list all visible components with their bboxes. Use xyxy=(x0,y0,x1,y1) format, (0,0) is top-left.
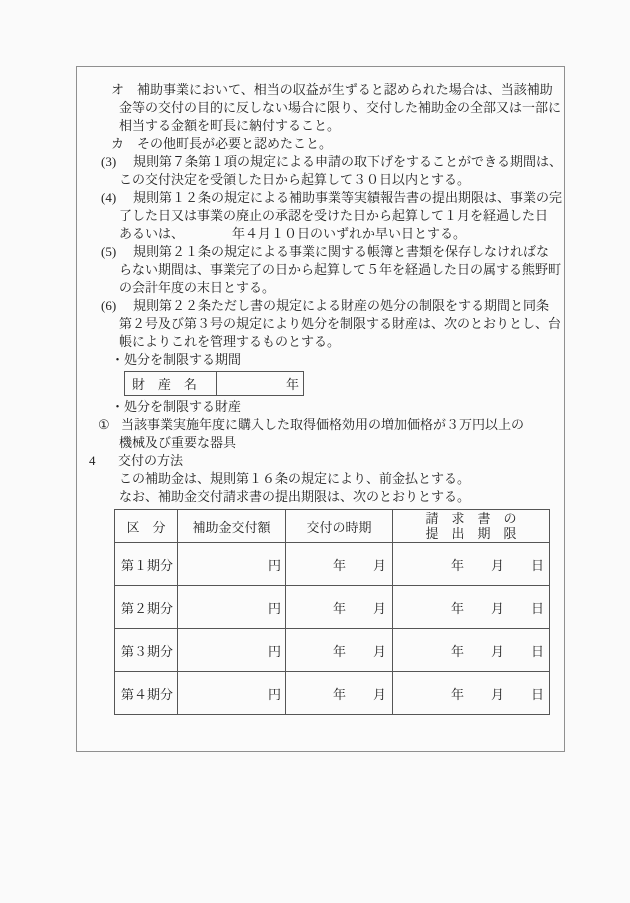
payment-schedule-table xyxy=(114,509,550,715)
text-segment: 了した日又は事業の廃止の承認を受けた日から起算して１月を経過した日 xyxy=(119,208,549,223)
header-invoice-deadline xyxy=(393,510,550,543)
date-unit-label: 年 xyxy=(332,686,346,702)
table-row xyxy=(115,672,550,715)
date-unit-label: 月 xyxy=(372,600,386,616)
text-line xyxy=(111,81,564,99)
date-unit-label: 日 xyxy=(530,557,544,573)
date-unit-label: 年 xyxy=(332,600,346,616)
list-marker: (3) xyxy=(101,154,117,169)
date-unit-label: 日 xyxy=(530,686,544,702)
category-cell: 第１期分 xyxy=(115,543,178,586)
date-unit-label: 年 xyxy=(450,686,464,702)
text-line xyxy=(111,398,564,416)
text-line xyxy=(119,434,564,452)
payment-timing-cell xyxy=(286,629,393,672)
property-restriction-period-table xyxy=(124,371,304,396)
timing-units xyxy=(286,641,392,660)
header-invoice-deadline-line1: 請 求 書 の xyxy=(425,511,517,526)
text-segment: この交付決定を受領した日から起算して３０日以内とする。 xyxy=(119,172,471,187)
text-line xyxy=(119,99,564,117)
date-unit-label: 年 xyxy=(332,557,346,573)
text-segment: 規則第１２条の規定による補助事業等実績報告書の提出期限は、事業の完 xyxy=(133,190,563,205)
property-name-cell: 財 産 名 xyxy=(125,372,217,396)
timing-units xyxy=(286,684,392,703)
blank-fill-space xyxy=(184,237,232,238)
document-page xyxy=(76,66,565,752)
text-line xyxy=(111,135,564,153)
timing-units xyxy=(286,598,392,617)
text-segment: 規則第７条第１項の規定による申請の取下げをすることができる期間は、 xyxy=(133,154,563,169)
table-header-row xyxy=(115,510,550,543)
text-segment: なお、補助金交付請求書の提出期限は、次のとおりとする。 xyxy=(119,489,471,504)
text-line xyxy=(119,171,564,189)
timing-units xyxy=(286,555,392,574)
invoice-deadline-cell xyxy=(393,586,550,629)
body-text-block-2 xyxy=(77,398,564,506)
list-marker: 4 xyxy=(89,453,96,468)
date-unit-label: 月 xyxy=(372,557,386,573)
deadline-units xyxy=(393,684,549,703)
date-unit-label: 月 xyxy=(372,643,386,659)
text-segment: 機械及び重要な器具 xyxy=(119,435,237,450)
list-marker: ① xyxy=(98,417,110,432)
grant-amount-cell: 円 xyxy=(178,586,286,629)
text-line xyxy=(98,416,564,434)
restriction-period-cell: 年 xyxy=(217,372,304,396)
text-segment: ・処分を制限する期間 xyxy=(111,352,242,367)
invoice-deadline-cell xyxy=(393,629,550,672)
text-segment: 金等の交付の目的に反しない場合に限り、交付した補助金の全部又は一部に xyxy=(119,100,562,115)
text-line xyxy=(89,452,564,470)
table-row xyxy=(115,629,550,672)
text-line xyxy=(101,189,564,207)
text-segment: ・処分を制限する財産 xyxy=(111,399,242,414)
date-unit-label: 日 xyxy=(530,643,544,659)
text-segment: 第２号及び第３号の規定により処分を制限する財産は、次のとおりとし、台 xyxy=(119,316,562,331)
text-segment: らない期間は、事業完了の日から起算して５年を経過した日の属する熊野町 xyxy=(119,262,562,277)
date-unit-label: 年 xyxy=(332,643,346,659)
body-text-block-1 xyxy=(77,81,564,369)
invoice-deadline-cell xyxy=(393,672,550,715)
payment-timing-cell xyxy=(286,672,393,715)
text-segment: この補助金は、規則第１６条の規定により、前金払とする。 xyxy=(119,471,471,486)
text-segment: 交付の方法 xyxy=(118,453,184,468)
text-line xyxy=(101,153,564,171)
date-unit-label: 年 xyxy=(450,557,464,573)
list-marker: カ xyxy=(111,136,125,151)
text-line xyxy=(119,488,564,506)
category-cell: 第２期分 xyxy=(115,586,178,629)
text-segment: 年４月１０日のいずれか早い日とする。 xyxy=(232,226,467,241)
date-unit-label: 年 xyxy=(450,643,464,659)
text-line xyxy=(119,333,564,351)
text-line xyxy=(119,207,564,225)
header-invoice-deadline-line2: 提 出 期 限 xyxy=(425,526,517,541)
payment-timing-cell xyxy=(286,586,393,629)
date-unit-label: 日 xyxy=(530,600,544,616)
deadline-units xyxy=(393,598,549,617)
text-line xyxy=(119,117,564,135)
text-segment: の会計年度の末日とする。 xyxy=(119,280,276,295)
date-unit-label: 月 xyxy=(490,643,504,659)
grant-amount-cell: 円 xyxy=(178,629,286,672)
table-row xyxy=(115,543,550,586)
text-line xyxy=(119,315,564,333)
date-unit-label: 年 xyxy=(450,600,464,616)
header-payment-timing: 交付の時期 xyxy=(286,510,393,543)
deadline-units xyxy=(393,555,549,574)
payment-timing-cell xyxy=(286,543,393,586)
text-line xyxy=(119,279,564,297)
header-grant-amount: 補助金交付額 xyxy=(178,510,286,543)
date-unit-label: 月 xyxy=(372,686,386,702)
invoice-deadline-cell xyxy=(393,543,550,586)
date-unit-label: 月 xyxy=(490,686,504,702)
category-cell: 第３期分 xyxy=(115,629,178,672)
text-segment: 帳によりこれを管理するものとする。 xyxy=(119,334,341,349)
text-line xyxy=(111,351,564,369)
text-segment: 相当する金額を町長に納付すること。 xyxy=(119,118,341,133)
grant-amount-cell: 円 xyxy=(178,672,286,715)
deadline-units xyxy=(393,641,549,660)
text-segment: あるいは、 xyxy=(119,226,185,241)
list-marker: (4) xyxy=(101,190,117,205)
text-line xyxy=(119,261,564,279)
category-cell: 第４期分 xyxy=(115,672,178,715)
table-row xyxy=(125,372,304,396)
table-row xyxy=(115,586,550,629)
text-line xyxy=(119,225,564,243)
date-unit-label: 月 xyxy=(490,600,504,616)
text-segment: 規則第２１条の規定による事業に関する帳簿と書類を保存しなければな xyxy=(133,244,550,259)
text-line xyxy=(101,297,564,315)
text-segment: 当該事業実施年度に購入した取得価格効用の増加価格が３万円以上の xyxy=(121,417,525,432)
text-segment: 規則第２２条ただし書の規定による財産の処分の制限をする期間と同条 xyxy=(133,298,550,313)
date-unit-label: 月 xyxy=(490,557,504,573)
list-marker: (5) xyxy=(101,244,117,259)
list-marker: (6) xyxy=(101,298,117,313)
text-segment: その他町長が必要と認めたこと。 xyxy=(137,136,333,151)
list-marker: オ xyxy=(111,82,125,97)
grant-amount-cell: 円 xyxy=(178,543,286,586)
text-line xyxy=(119,470,564,488)
text-segment: 補助事業において、相当の収益が生ずると認められた場合は、当該補助 xyxy=(137,82,553,97)
header-category: 区 分 xyxy=(115,510,178,543)
text-line xyxy=(101,243,564,261)
